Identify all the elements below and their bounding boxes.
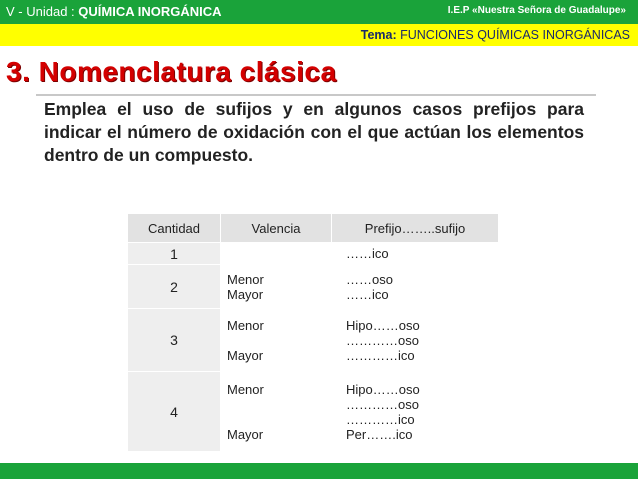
valencia-cell — [221, 309, 332, 372]
valencia-line: Mayor — [227, 426, 264, 442]
topic-bar — [0, 24, 638, 46]
valencia-line: Menor — [227, 381, 264, 397]
valencia-line — [227, 397, 331, 412]
unit-prefix: V - Unidad : — [6, 4, 79, 19]
prefijo-line: Hipo……oso — [346, 317, 420, 333]
prefijo-line: ……ico — [346, 286, 389, 302]
valencia-line: Menor — [227, 317, 264, 333]
table-row — [128, 309, 499, 372]
intro-paragraph: Emplea el uso de sufijos y en algunos casos prefijos para indicar el número de oxidación con el que actúan los elementos dentro de un compuesto. — [44, 99, 584, 165]
prefijo-line: …………oso — [346, 396, 419, 412]
topic-value: FUNCIONES QUÍMICAS INORGÁNICAS — [396, 28, 630, 42]
bottom-footer-bar — [0, 463, 638, 479]
valencia-cell — [221, 265, 332, 309]
cantidad-cell: 4 — [128, 372, 221, 452]
topic-label — [361, 28, 630, 42]
table-row — [128, 265, 499, 309]
unit-name: QUÍMICA INORGÁNICA — [78, 4, 222, 19]
valencia-line: Mayor — [227, 286, 264, 302]
section-title: 3. Nomenclatura clásica — [6, 56, 337, 87]
cantidad-cell: 1 — [128, 243, 221, 265]
prefijo-cell — [332, 243, 499, 265]
table-header-row — [128, 214, 499, 243]
table-row — [128, 243, 499, 265]
header-cantidad: Cantidad — [128, 214, 221, 243]
prefijo-cell — [332, 309, 499, 372]
prefijo-line: Per…….ico — [346, 426, 413, 442]
prefijo-line: …………ico — [346, 347, 415, 363]
valencia-cell — [221, 372, 332, 452]
unit-label — [6, 4, 222, 19]
nomenclature-table — [127, 213, 499, 452]
valencia-line: Mayor — [227, 347, 264, 363]
valencia-line — [227, 412, 331, 427]
prefijo-cell — [332, 372, 499, 452]
school-name: I.E.P «Nuestra Señora de Guadalupe» — [447, 5, 626, 16]
prefijo-line: Hipo……oso — [346, 381, 420, 397]
valencia-cell — [221, 243, 332, 265]
prefijo-line: ……oso — [346, 271, 393, 287]
top-header-bar — [0, 0, 638, 24]
valencia-line — [227, 333, 331, 348]
prefijo-cell — [332, 265, 499, 309]
header-valencia: Valencia — [221, 214, 332, 243]
prefijo-line: …………ico — [346, 411, 415, 427]
prefijo-line: ……ico — [346, 246, 389, 261]
table-row — [128, 372, 499, 452]
topic-prefix: Tema: — [360, 28, 397, 42]
title-divider — [36, 94, 596, 96]
cantidad-cell: 2 — [128, 265, 221, 309]
prefijo-line: …………oso — [346, 332, 419, 348]
header-prefijo-sufijo: Prefijo……..sufijo — [332, 214, 499, 243]
cantidad-cell: 3 — [128, 309, 221, 372]
valencia-line: Menor — [227, 271, 264, 287]
